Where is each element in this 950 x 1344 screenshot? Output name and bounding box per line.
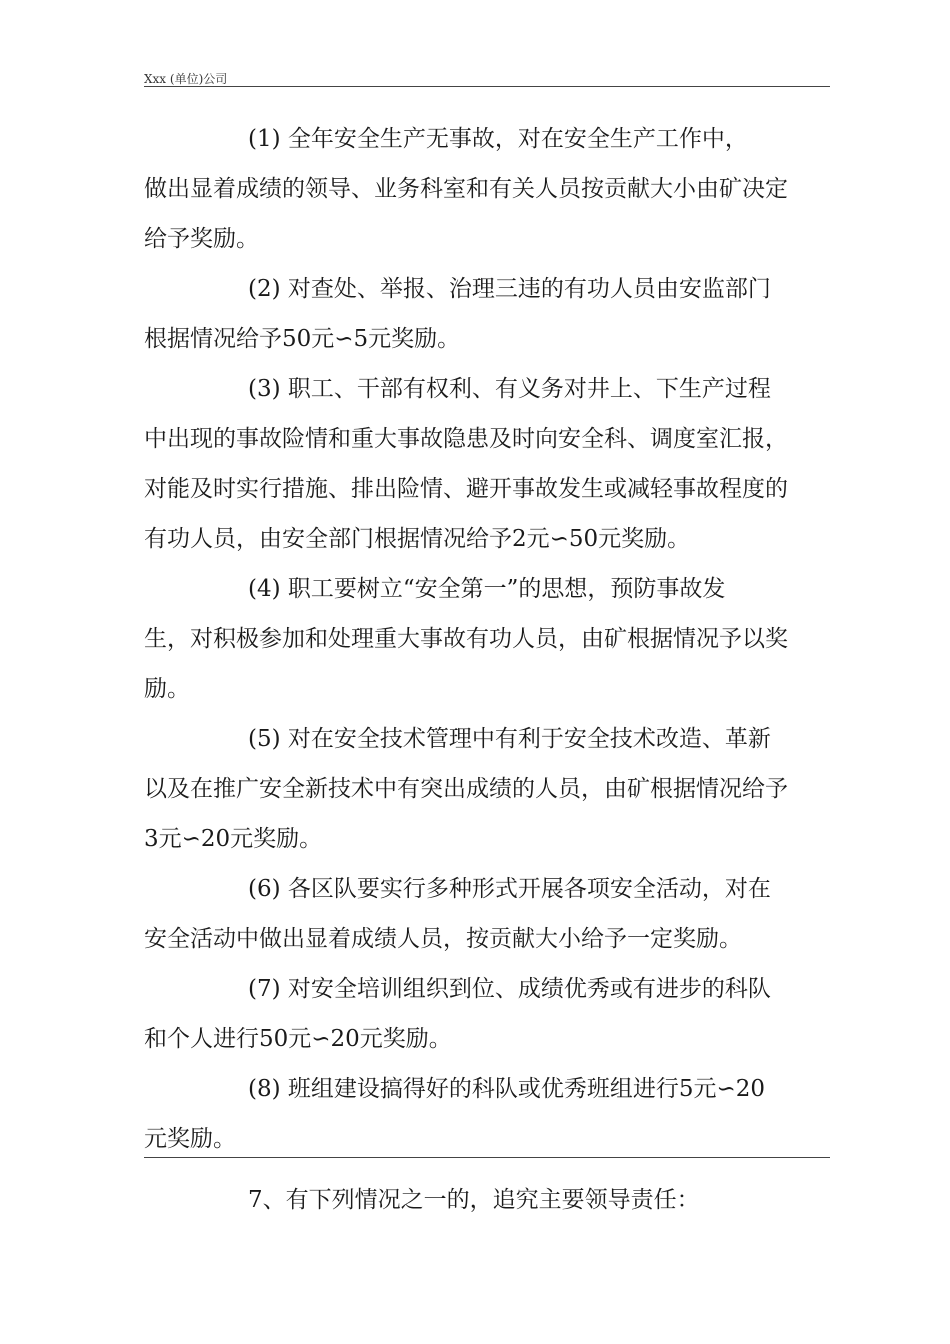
body-line: (1) 全年安全生产无事故，对在安全生产工作中， xyxy=(248,126,748,152)
body-line: 3元∽20元奖励。 xyxy=(144,826,323,852)
body-line: 根据情况给予50元∽5元奖励。 xyxy=(144,326,461,352)
body-line: 励。 xyxy=(144,676,190,702)
body-line: (8) 班组建设搞得好的科队或优秀班组进行5元∽20 xyxy=(248,1076,766,1102)
body-line: 做出显着成绩的领导、业务科室和有关人员按贡献大小由矿决定 xyxy=(144,176,788,202)
body-line: (2) 对查处、举报、治理三违的有功人员由安监部门 xyxy=(248,276,771,302)
body-line: 安全活动中做出显着成绩人员，按贡献大小给予一定奖励。 xyxy=(144,926,742,952)
section-divider xyxy=(144,1157,830,1158)
section-heading: 7、有下列情况之一的，追究主要领导责任： xyxy=(248,1187,700,1213)
header-divider xyxy=(144,86,830,87)
body-line: 生，对积极参加和处理重大事故有功人员，由矿根据情况予以奖 xyxy=(144,626,788,652)
document-body xyxy=(144,114,830,1164)
body-line: (4) 职工要树立“安全第一”的思想，预防事故发 xyxy=(248,576,726,602)
body-line: 有功人员，由安全部门根据情况给予2元∽50元奖励。 xyxy=(144,526,691,552)
body-line: (5) 对在安全技术管理中有利于安全技术改造、革新 xyxy=(248,726,771,752)
body-line: (6) 各区队要实行多种形式开展各项安全活动，对在 xyxy=(248,876,771,902)
body-line: 给予奖励。 xyxy=(144,226,259,252)
body-line: 对能及时实行措施、排出险情、避开事故发生或减轻事故程度的 xyxy=(144,476,788,502)
body-line: 元奖励。 xyxy=(144,1126,236,1152)
body-line: (7) 对安全培训组织到位、成绩优秀或有进步的科队 xyxy=(248,976,771,1002)
body-line: 中出现的事故险情和重大事故隐患及时向安全科、调度室汇报， xyxy=(144,426,788,452)
body-line: (3) 职工、干部有权利、有义务对井上、下生产过程 xyxy=(248,376,771,402)
body-line: 和个人进行50元∽20元奖励。 xyxy=(144,1026,452,1052)
body-line: 以及在推广安全新技术中有突出成绩的人员，由矿根据情况给予 xyxy=(144,776,788,802)
page-header-company: Xxx (单位)公司 xyxy=(144,72,228,86)
